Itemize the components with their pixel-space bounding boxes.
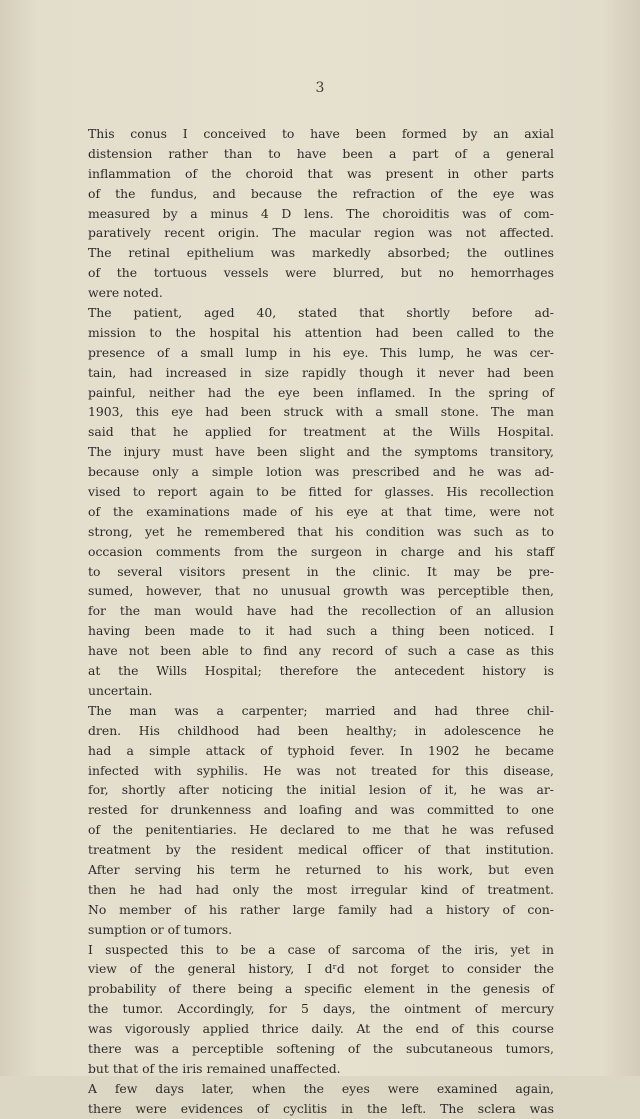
text-line: mission to the hospital his attention had been called to the <box>88 324 554 340</box>
text-line: sumption or of tumors. <box>88 921 233 937</box>
text-line: had a simple attack of typhoid fever. In 1902 he became <box>88 742 554 758</box>
page-number: 3 <box>315 80 325 96</box>
text-line: having been made to it had such a thing been noticed. I <box>88 623 554 639</box>
text-line: of the penitentiaries. He declared to me that he was refused <box>88 822 554 838</box>
text-line: for the man would have had the recollection of an allusion <box>88 603 554 619</box>
text-line: The retinal epithelium was markedly absorbed; the outlines <box>88 245 554 261</box>
text-line: vised to report again to be fitted for glasses. His recollection <box>88 484 554 500</box>
text-line: The patient, aged 40, stated that shortly before ad- <box>88 305 554 321</box>
text-line: occasion comments from the surgeon in charge and his staff <box>88 543 554 559</box>
text-line: but that of the iris remained unaffected. <box>88 1060 341 1076</box>
text-line: After serving his term he returned to his work, but even <box>88 861 554 877</box>
text-line: I suspected this to be a case of sarcoma of the iris, yet in <box>88 941 554 957</box>
text-line: The injury must have been slight and the symptoms transitory, <box>88 444 554 460</box>
text-line: rested for drunkenness and loafing and was committed to one <box>88 802 554 818</box>
text-line: the tumor. Accordingly, for 5 days, the ointment of mercury <box>88 1001 554 1017</box>
text-line: No member of his rather large family had a history of con- <box>88 901 554 917</box>
text-line: because only a simple lotion was prescribed and he was ad- <box>88 464 554 480</box>
text-line: measured by a minus 4 D lens. The choroiditis was of com- <box>88 205 554 221</box>
text-line: uncertain. <box>88 682 153 698</box>
text-line: of the examinations made of his eye at that time, were not <box>88 503 554 519</box>
text-line: sumed, however, that no unusual growth was perceptible then, <box>88 583 554 599</box>
text-line: infected with syphilis. He was not treated for this disease, <box>88 762 554 778</box>
text-line: painful, neither had the eye been inflamed. In the spring of <box>88 384 554 400</box>
text-line: of the tortuous vessels were blurred, but no hemorrhages <box>88 265 554 281</box>
text-line: treatment by the resident medical officer of that institution. <box>88 842 554 858</box>
text-line: then he had had only the most irregular kind of treatment. <box>88 881 554 897</box>
text-line: to several visitors present in the clinic. It may be pre- <box>88 563 554 579</box>
text-line: strong, yet he remembered that his condition was such as to <box>88 523 554 539</box>
text-line: A few days later, when the eyes were examined again, <box>88 1080 554 1096</box>
text-line: said that he applied for treatment at the Wills Hospital. <box>88 424 554 440</box>
text-line: of the fundus, and because the refraction of the eye was <box>88 185 554 201</box>
text-line: at the Wills Hospital; therefore the antecedent history is <box>88 663 554 679</box>
body-text <box>88 124 554 1119</box>
text-line: tain, had increased in size rapidly though it never had been <box>88 364 554 380</box>
text-line: inflammation of the choroid that was present in other parts <box>88 165 554 181</box>
text-line: 1903, this eye had been struck with a small stone. The man <box>88 404 554 420</box>
text-line: was vigorously applied thrice daily. At the end of this course <box>88 1021 554 1037</box>
text-line: probability of there being a specific element in the genesis of <box>88 981 554 997</box>
text-line: This conus I conceived to have been formed by an axial <box>88 126 554 141</box>
text-line: presence of a small lump in his eye. This lump, he was cer- <box>88 344 554 360</box>
text-line: were noted. <box>88 285 163 301</box>
text-line: dren. His childhood had been healthy; in adolescence he <box>88 722 554 738</box>
text-line: distension rather than to have been a part of a general <box>88 145 554 161</box>
text-line: The man was a carpenter; married and had three chil- <box>88 702 554 718</box>
text-line: view of the general history, I dʳd not forget to consider the <box>88 961 554 977</box>
text-line: paratively recent origin. The macular region was not affected. <box>88 225 554 241</box>
text-line: have not been able to find any record of such a case as this <box>88 643 554 659</box>
text-line: for, shortly after noticing the initial lesion of it, he was ar- <box>88 782 554 798</box>
text-line: there was a perceptible softening of the subcutaneous tumors, <box>88 1040 554 1056</box>
text-line: there were evidences of cyclitis in the left. The sclera was <box>88 1100 554 1116</box>
